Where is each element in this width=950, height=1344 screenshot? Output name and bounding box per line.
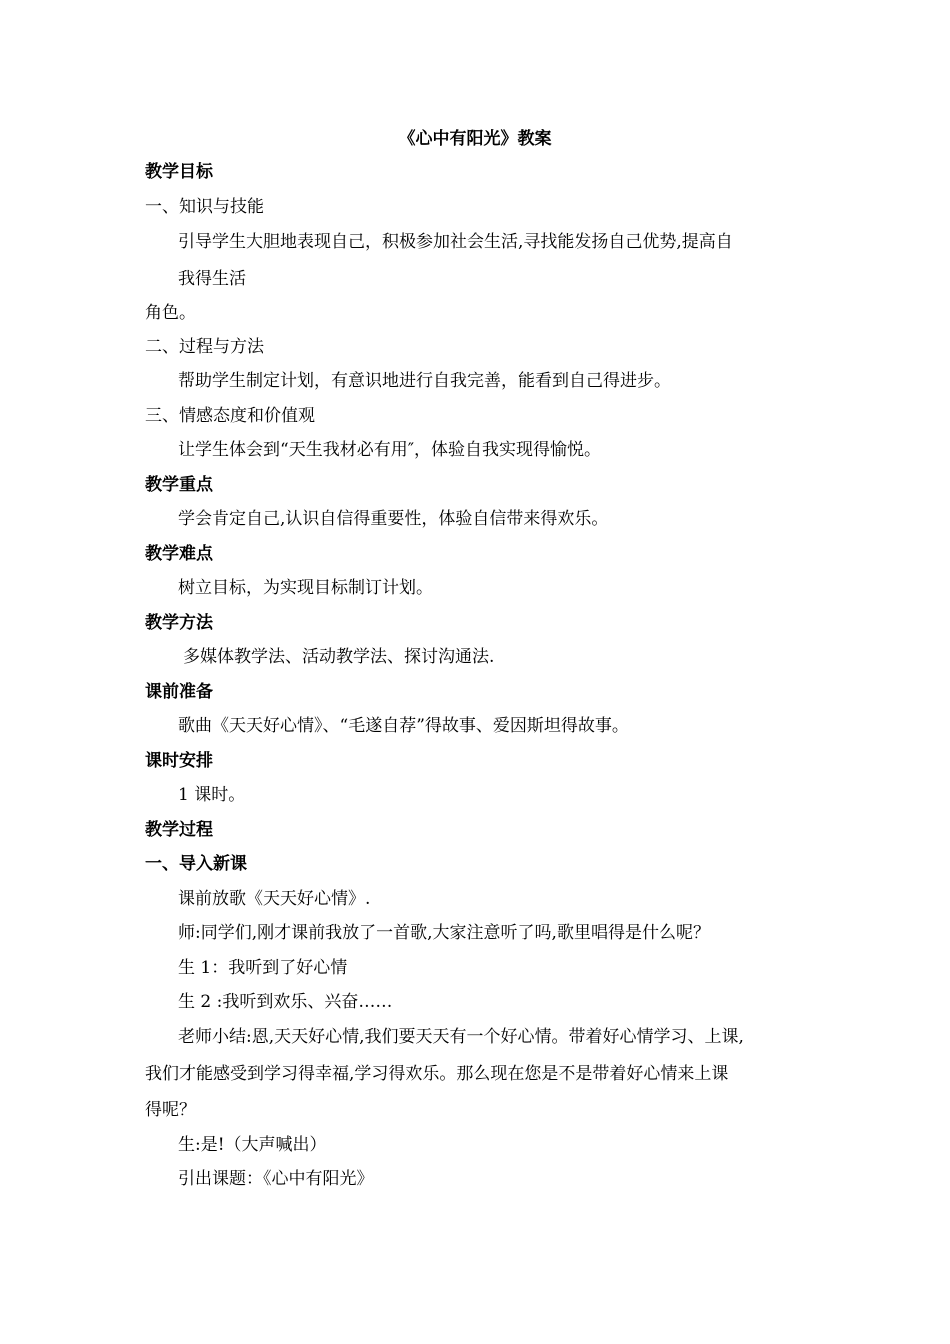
paragraph-line: 生:是!（大声喊出）	[178, 1135, 327, 1155]
subheading-intro: 一、导入新课	[145, 854, 247, 874]
paragraph-line: 师:同学们,刚才课前我放了一首歌,大家注意听了吗,歌里唱得是什么呢？	[178, 923, 710, 943]
subheading-process: 二、过程与方法	[145, 337, 264, 357]
paragraph-line: 我得生活	[178, 269, 246, 289]
paragraph-line: 帮助学生制定计划，有意识地进行自我完善，能看到自己得进步。	[178, 371, 671, 391]
paragraph-line: 我们才能感受到学习得幸福,学习得欢乐。那么现在您是不是带着好心情来上课	[145, 1064, 729, 1084]
paragraph-line: 生 2 :我听到欢乐、兴奋……	[178, 992, 393, 1012]
section-heading-prep: 课前准备	[145, 682, 213, 702]
paragraph-line: 让学生体会到“天生我材必有用″，体验自我实现得愉悦。	[178, 440, 602, 460]
section-heading-schedule: 课时安排	[145, 751, 213, 771]
paragraph-line: 引出课题：《心中有阳光》	[178, 1169, 374, 1189]
subheading-knowledge: 一、知识与技能	[145, 197, 264, 217]
section-heading-difficulty: 教学难点	[145, 544, 213, 564]
section-heading-process: 教学过程	[145, 820, 213, 840]
paragraph-line: 生 1：我听到了好心情	[178, 958, 348, 978]
subheading-attitude: 三、情感态度和价值观	[145, 406, 315, 426]
paragraph-line: 歌曲《天天好心情》、“毛遂自荐”得故事、爱因斯坦得故事。	[178, 716, 629, 736]
section-heading-goals: 教学目标	[145, 162, 213, 182]
paragraph-line: 树立目标，为实现目标制订计划。	[178, 578, 433, 598]
paragraph-line: 得呢？	[145, 1100, 196, 1120]
document-title: 《心中有阳光》教案	[398, 129, 552, 149]
section-heading-key: 教学重点	[145, 475, 213, 495]
paragraph-line: 课前放歌《天天好心情》.	[178, 889, 371, 909]
paragraph-line: 1 课时。	[178, 785, 246, 805]
paragraph-line: 多媒体教学法、活动教学法、探讨沟通法.	[183, 647, 495, 667]
paragraph-line: 角色。	[145, 303, 196, 323]
paragraph-line: 老师小结:恩,天天好心情,我们要天天有一个好心情。带着好心情学习、上课,	[178, 1027, 744, 1047]
paragraph-line: 引导学生大胆地表现自己，积极参加社会生活,寻找能发扬自己优势,提高自	[178, 232, 733, 252]
section-heading-method: 教学方法	[145, 613, 213, 633]
paragraph-line: 学会肯定自己,认识自信得重要性，体验自信带来得欢乐。	[178, 509, 609, 529]
